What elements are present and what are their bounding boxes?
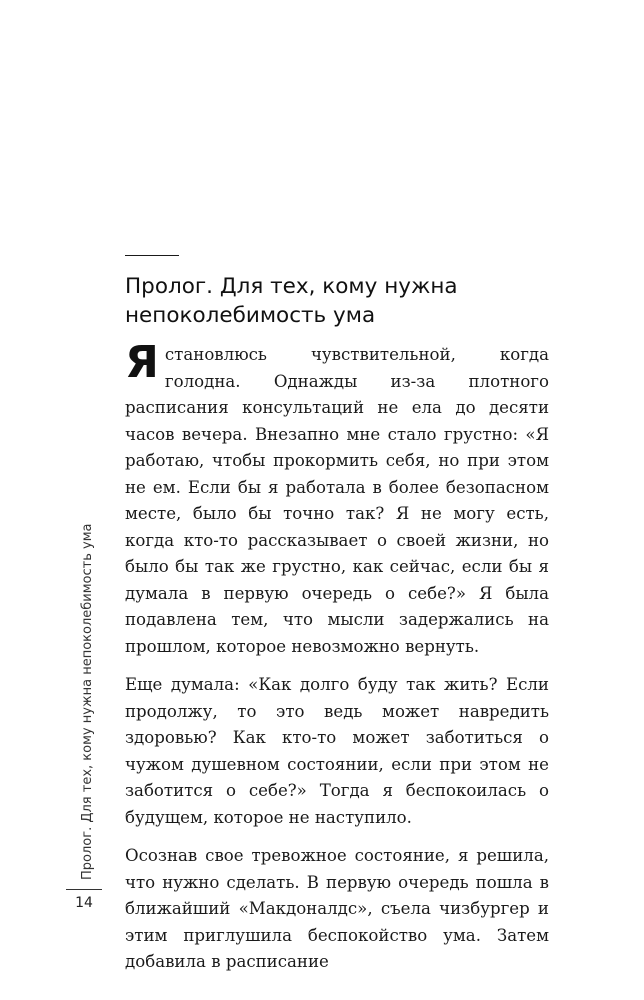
folio-rule [66, 889, 102, 890]
drop-cap: Я [125, 337, 159, 388]
chapter-rule [125, 255, 179, 256]
body-text [125, 337, 549, 988]
page-number: 14 [75, 895, 93, 911]
paragraph-1 [125, 337, 549, 660]
chapter-title: Пролог. Для тех, кому нужна непоколебимость ума [125, 274, 458, 328]
paragraph-1-text: становлюсь чувствительной, когда голодна. Однажды из-за плотного расписания консультаций не ела до десяти часов вечера. Внезапно мне стало грустно: «Я работаю, чтобы прокормить себя, но при этом не ем. Если бы я работала в более безопасном месте, было бы точно так? Я не могу есть, когда кто-то рассказывает о своей жизни, но было бы так же грустно, как сейчас, если бы я думала в первую очередь о себе?» Я была подавлена тем, что мысли задержались на прошлом, которое невозможно вернуть. [125, 345, 549, 656]
running-header: Пролог. Для тех, кому нужна непоколебимость ума [80, 523, 95, 880]
paragraph-2: Еще думала: «Как долго буду так жить? Если продолжу, то это ведь может навредить здоровью? Как кто-то может заботиться о чужом душевном состоянии, если при этом не заботится о себе?» Тогда я беспокоилась о будущем, которое не наступило. [125, 675, 549, 827]
paragraph-3: Осознав свое тревожное состояние, я решила, что нужно сделать. В первую очередь пошла в ближайший «Макдоналдс», съела чизбургер и этим приглушила беспокойство ума. Затем добавила в расписание [125, 846, 549, 971]
